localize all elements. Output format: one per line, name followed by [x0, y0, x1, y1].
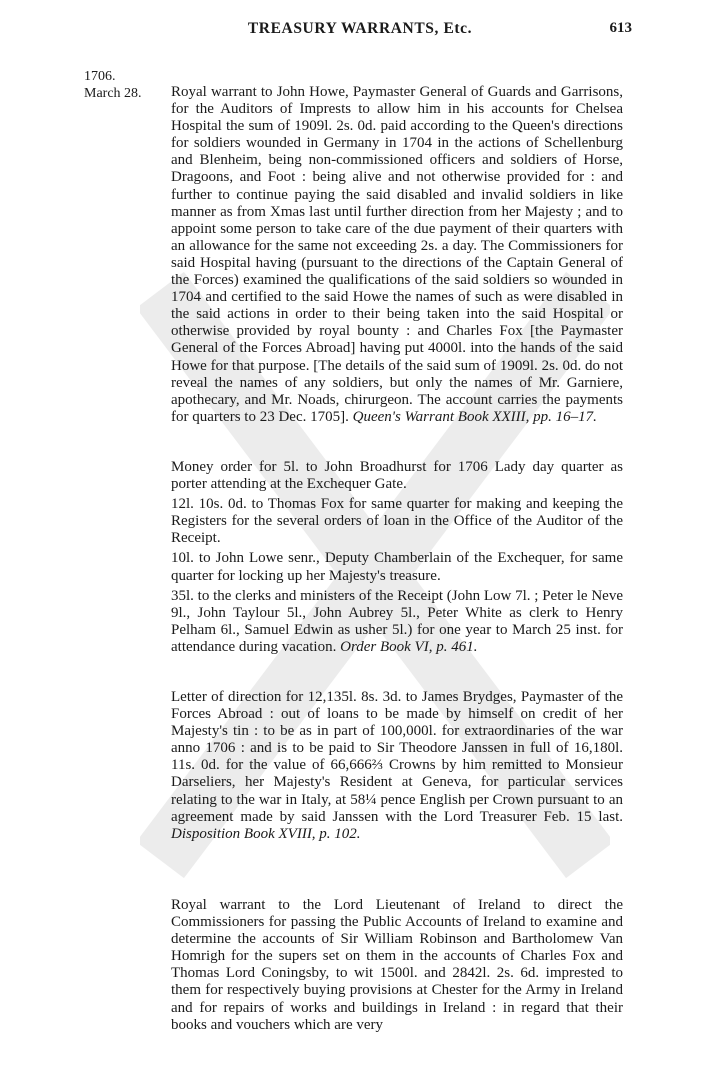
entry-text: Letter of direction for 12,135l. 8s. 3d. to James Brydges, Paymaster of the Forces Abroad : out of loans to be made by himself on credit of her Majesty's tin : to be as in part of 100,000l. for extraordinaries of the war anno 1706 : and is to be paid to Sir Theodore Janssen in full of 16,180l. 11s. 0d. for the value of 66,666⅔ Crowns by him remitted to Monsieur Darseliers, her Majesty's Resident at Geneva, for particular services relating to the war in Italy, at 58¼ pence English per Crown pursuant to an agreement made by said Janssen with the Lord Treasurer Feb. 15 last.: [171, 689, 623, 825]
entry-letter-of-direction: [171, 689, 623, 843]
entry-royal-warrant-howe: [171, 84, 623, 426]
entry-paragraph: 12l. 10s. 0d. to Thomas Fox for same quarter for making and keeping the Registers for the several orders of loan in the Office of the Auditor of the Receipt.: [171, 496, 623, 547]
margin-year: 1706.: [84, 69, 116, 84]
entry-money-orders: [171, 459, 623, 656]
entry-source: Disposition Book XVIII, p. 102.: [171, 825, 361, 842]
running-head: TREASURY WARRANTS, Etc.: [247, 20, 473, 37]
entry-paragraph: [171, 84, 623, 426]
entry-source: Queen's Warrant Book XXIII, pp. 16–17.: [352, 408, 597, 425]
entry-paragraph: Money order for 5l. to John Broadhurst for 1706 Lady day quarter as porter attending at the Exchequer Gate.: [171, 459, 623, 493]
entry-text: 35l. to the clerks and ministers of the Receipt (John Low 7l. ; Peter le Neve 9l., John Taylour 5l., John Aubrey 5l., Peter White as clerk to Henry Pelham 6l., Samuel Edwin as usher 5l.) for one year to March 25 inst. for attendance during vacation.: [171, 587, 623, 655]
entry-paragraph: Royal warrant to the Lord Lieutenant of Ireland to direct the Commissioners for passing the Public Accounts of Ireland to examine and determine the accounts of Sir William Robinson and Bartholomew Van Homrigh for the supers set on them in the accounts of Charles Fox and Thomas Lord Coningsby, to wit 1500l. and 2842l. 2s. 6d. imprested to them for respectively buying provisions at Chester for the Army in Ireland and for repairs of works and buildings in Ireland : in regard that their books and vouchers which are very: [171, 897, 623, 1033]
entry-royal-warrant-ireland: [171, 897, 623, 1034]
entry-text: Royal warrant to John Howe, Paymaster General of Guards and Garrisons, for the Auditors of Imprests to allow him in his accounts for Chelsea Hospital the sum of 1909l. 2s. 0d. paid according to the Queen's directions for soldiers wounded in Germany in 1704 in the actions of Schellenburg and Blenheim, being non-commissioned officers and soldiers of Horse, Dragoons, and Foot : being alive and not otherwise provided for : and further to continue paying the said disabled and invalid soldiers in like manner as from Xmas last until further direction from her Majesty ; and to appoint some person to take care of the due payment of their quarters with an allowance for the same not exceeding 2s. a day. The Commissioners for said Hospital having (pursuant to the directions of the Captain General of the Forces) examined the qualifications of the said soldiers so wounded in 1704 and certified to the said Howe the names of such as were disabled in the said actions in order to their being taken into the said Hospital or otherwise provided by royal bounty : and Charles Fox [the Paymaster General of the Forces Abroad] having put 4000l. into the hands of the said Howe for that purpose. [The details of the said sum of 1909l. 2s. 0d. do not reveal the names of any soldiers, but only the names of Mr. Garniere, apothecary, and Mr. Noads, chirurgeon. The account carries the payments for quarters to 23 Dec. 1705].: [171, 84, 623, 425]
margin-date: March 28.: [84, 86, 142, 101]
entry-paragraph: [171, 588, 623, 656]
entry-paragraph: [171, 689, 623, 843]
entry-paragraph: 10l. to John Lowe senr., Deputy Chamberlain of the Exchequer, for same quarter for locking up her Majesty's treasure.: [171, 550, 623, 584]
page-number: 613: [609, 20, 632, 36]
page-header: [0, 16, 720, 42]
entry-source: Order Book VI, p. 461.: [340, 638, 478, 655]
